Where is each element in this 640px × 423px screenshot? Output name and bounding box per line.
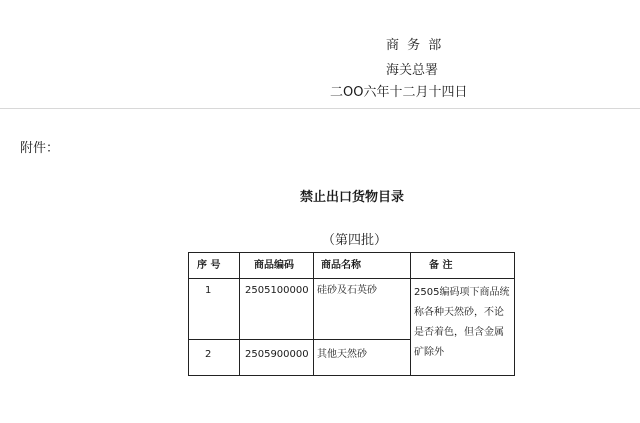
- signature-date: 二OO六年十二月十四日: [330, 85, 468, 100]
- remarks-cell: 2505编码项下商品统称各种天然砂，不论是否着色，但含金属矿除外: [414, 287, 510, 358]
- row-1-commodity-name: 硅砂及石英砂: [317, 285, 377, 296]
- export-ban-table: [188, 252, 515, 376]
- signatory-ministry: 商 务 部: [386, 38, 444, 53]
- header-commodity-code: 商品编码: [254, 260, 294, 271]
- row-2-commodity-name: 其他天然砂: [317, 349, 367, 360]
- attachment-label: 附件：: [20, 141, 60, 156]
- page-divider: [0, 108, 640, 109]
- row-2-serial-no: 2: [205, 349, 212, 360]
- row-2-commodity-code: 2505900000: [245, 349, 309, 360]
- column-divider: [410, 253, 411, 375]
- column-divider: [239, 253, 240, 375]
- row-divider: [189, 339, 410, 340]
- header-commodity-name: 商品名称: [321, 260, 361, 271]
- header-serial-no: 序 号: [197, 260, 221, 271]
- row-1-commodity-code: 2505100000: [245, 285, 309, 296]
- row-1-serial-no: 1: [205, 285, 212, 296]
- document-title: 禁止出口货物目录: [300, 190, 405, 205]
- header-remarks: 备 注: [429, 260, 453, 271]
- signatory-customs: 海关总署: [386, 63, 439, 78]
- column-divider: [313, 253, 314, 375]
- header-divider: [189, 278, 514, 279]
- document-subtitle: （第四批）: [322, 233, 388, 248]
